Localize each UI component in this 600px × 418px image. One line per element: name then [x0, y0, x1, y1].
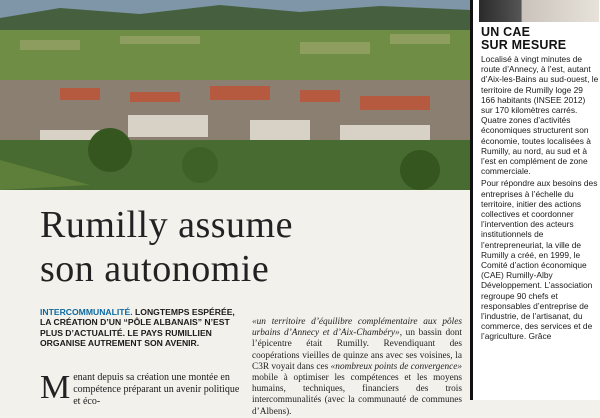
- col2-text1: , un bassin dont l’épicentre était Rumilly. Revendiquant des coopérations vieilles de quinze ans avec ses voisines, la C3R voyait dans ces: [252, 328, 462, 372]
- kicker: INTERCOMMUNALITÉ.: [40, 307, 133, 317]
- col2-text2: mobile à optimiser les compétences et les moyens humains, techniques, financiers des trois intercommunalités (avec la communauté de communes d’Albens).: [252, 373, 462, 417]
- headline-line2: son autonomie: [40, 248, 270, 290]
- sidebar-box: [470, 0, 600, 400]
- town-panorama-illustration: [0, 0, 470, 190]
- sidebar-title-line1: UN CAE: [481, 25, 531, 39]
- intro-text: LONGTEMPS ESPÉRÉE, LA CRÉATION D’UN “PÔLE ALBANAIS” N’EST PLUS D’ACTUALITÉ. LE PAYS RUMILLIEN ORGANISE AUTREMENT SON AVENIR.: [40, 307, 235, 349]
- sidebar-title: [481, 26, 599, 52]
- article-intro: [40, 307, 245, 349]
- sidebar-paragraph: Localisé à vingt minutes de route d’Annecy, à l’est, autant d’Aix-les-Bains au sud-ouest, le territoire de Rumilly loge 29 166 habitants (INSEE 2012) sur 170 kilomètres carrés. Quatre zones d’activités économiques structurent son économie, toutes localisées à Rumilly, au nord, au sud et à l’est en complément de zone commerciale.: [481, 54, 599, 177]
- sidebar-body: [481, 54, 599, 344]
- article-column-2: [252, 317, 462, 418]
- lead-text: enant depuis sa création une montée en compétence préparant un avenir politique et éco-: [73, 372, 240, 407]
- dropcap: M: [40, 369, 71, 406]
- town-panorama-photo: [0, 0, 470, 190]
- sidebar-title-line2: SUR MESURE: [481, 38, 567, 52]
- col2-quote: «un territoire d’équilibre complémentaire aux pôles urbains d’Annecy et d’Aix-Chambéry»: [252, 317, 462, 339]
- portrait-photo: [479, 0, 599, 22]
- sidebar-paragraph: Pour répondre aux besoins des entreprises à l’échelle du territoire, initier des actions collectives et coordonner l’intervention des acteurs institutionnels de l’entrepreneuriat, la ville de Rumilly a créé, en 1999, le Comité d’action économique (CAE) Rumilly-Alby Développement. L’association regroupe 90 chefs et responsables d’entreprise de l’industrie, de l’artisanat, du commerce, des services et de l’agriculture. Grâce: [481, 178, 598, 342]
- col2-quote2: «nombreux points de convergence»: [330, 361, 463, 372]
- headline-line1: Rumilly assume: [40, 204, 293, 246]
- lead-paragraph: [40, 369, 245, 408]
- article-headline: [40, 203, 460, 291]
